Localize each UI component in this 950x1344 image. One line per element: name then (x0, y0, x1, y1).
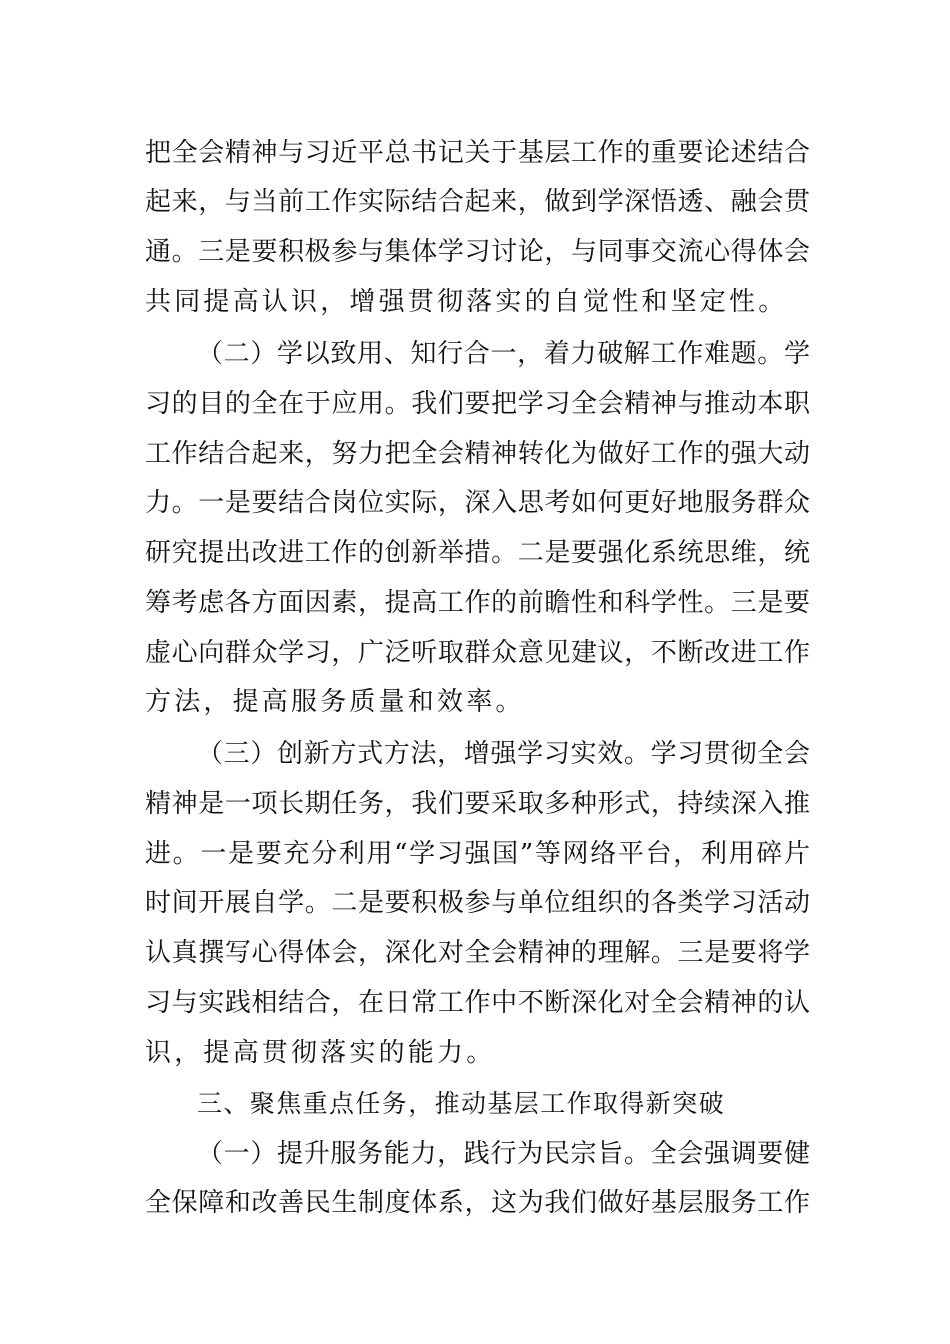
text-line: 虚心向群众学习，广泛听取群众意见建议，不断改进工作 (145, 638, 810, 668)
text-line: 研究提出改进工作的创新举措。二是要强化系统思维，统 (145, 538, 810, 568)
text-line: （二）学以致用、知行合一，着力破解工作难题。学 (197, 339, 810, 369)
text-line: 时间开展自学。二是要积极参与单位组织的各类学习活动 (145, 888, 810, 918)
text-line: 精神是一项长期任务，我们要采取多种形式，持续深入推 (145, 789, 810, 819)
text-line: 方法，提高服务质量和效率。 (145, 687, 525, 717)
text-line: 筹考虑各方面因素，提高工作的前瞻性和科学性。三是要 (145, 588, 810, 618)
section-heading: 三、聚焦重点任务，推动基层工作取得新突破 (197, 1089, 726, 1118)
text-line: 认真撰写心得体会，深化对全会精神的理解。三是要将学 (145, 938, 810, 968)
text-line: 起来，与当前工作实际结合起来，做到学深悟透、融会贯 (145, 187, 810, 217)
text-line: 共同提高认识，增强贯彻落实的自觉性和坚定性。 (145, 287, 788, 317)
text-line: 工作结合起来，努力把全会精神转化为做好工作的强大动 (145, 439, 810, 469)
text-line: 习与实践相结合，在日常工作中不断深化对全会精神的认 (145, 988, 810, 1018)
text-line: 识，提高贯彻落实的能力。 (145, 1038, 496, 1068)
text-line: （三）创新方式方法，增强学习实效。学习贯彻全会 (197, 739, 810, 769)
text-line: 进。一是要充分利用“学习强国”等网络平台，利用碎片 (145, 839, 810, 869)
text-line: 把全会精神与习近平总书记关于基层工作的重要论述结合 (145, 138, 810, 168)
text-line: 习的目的全在于应用。我们要把学习全会精神与推动本职 (145, 389, 810, 419)
text-line: 通。三是要积极参与集体学习讨论，与同事交流心得体会 (145, 237, 810, 267)
text-line: 全保障和改善民生制度体系，这为我们做好基层服务工作 (145, 1188, 810, 1218)
text-line: （一）提升服务能力，践行为民宗旨。全会强调要健 (197, 1139, 810, 1169)
text-line: 力。一是要结合岗位实际，深入思考如何更好地服务群众 (145, 488, 810, 518)
